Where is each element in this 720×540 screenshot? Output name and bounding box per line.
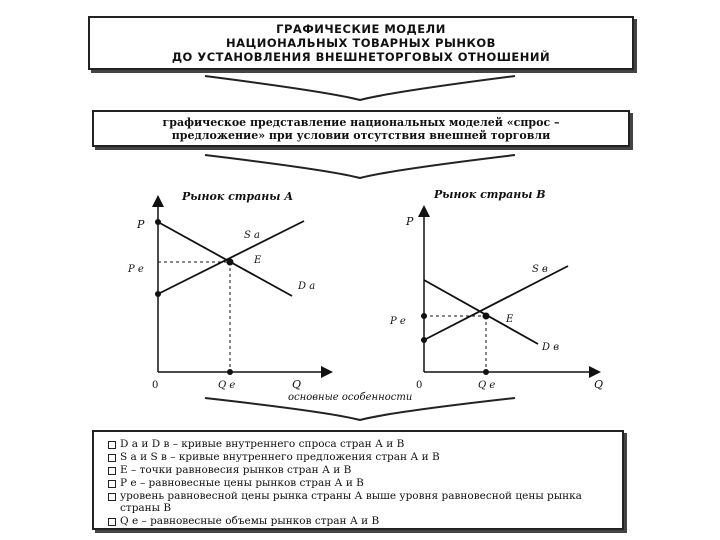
subtitle-line-1: графическое представление национальных моделей «спрос – <box>162 115 560 129</box>
chart-a-p-label: P <box>137 218 145 231</box>
chart-b-equilibrium-point <box>483 313 490 320</box>
chart-b-title: Рынок страны B <box>434 188 546 201</box>
chart-b-pe-point <box>421 313 427 319</box>
legend-item: D a и D в – кривые внутреннего спроса стран А и В <box>94 438 622 450</box>
chart-b-p-label: P <box>406 215 414 228</box>
chart-a-equilibrium-point <box>227 259 234 266</box>
chart-a-supply-intercept <box>155 291 161 297</box>
footer-caption: основные особенности <box>288 392 413 403</box>
subtitle-line-2: предложение» при условии отсутствия внешней торговли <box>171 128 551 142</box>
chart-a-q-label: Q <box>292 378 302 391</box>
chart-a-demand-label: D a <box>298 281 316 292</box>
chart-b-eq-label: E <box>506 314 514 325</box>
chart-a-supply-curve <box>158 221 304 294</box>
chart-b <box>389 188 603 391</box>
chart-a-supply-label: S a <box>244 230 260 241</box>
chart-b-supply-curve <box>424 266 568 340</box>
chevron-arrow-1 <box>205 76 515 100</box>
chart-b-supply-label: S в <box>532 264 548 275</box>
chart-b-supply-intercept <box>421 337 427 343</box>
legend-item: Q e – равновесные объемы рынков стран А и В <box>94 515 622 527</box>
chart-a-demand-intercept <box>155 219 161 225</box>
chart-a-pe-label: P e <box>128 264 144 275</box>
legend-item: E – точки равновесия рынков стран А и В <box>94 464 622 476</box>
chevron-arrow-2 <box>205 155 515 178</box>
legend-item: P e – равновесные цены рынков стран А и В <box>94 477 622 489</box>
legend-item: уровень равновесной цены рынка страны А выше уровня равновесной цены рынка страны В <box>94 490 622 514</box>
chart-a-qe-label: Q e <box>218 380 236 391</box>
title-line-1: ГРАФИЧЕСКИЕ МОДЕЛИ <box>276 22 446 36</box>
chart-b-demand-label: D в <box>542 342 560 353</box>
title-line-2: НАЦИОНАЛЬНЫХ ТОВАРНЫХ РЫНКОВ <box>226 36 496 50</box>
title-line-3: ДО УСТАНОВЛЕНИЯ ВНЕШНЕТОРГОВЫХ ОТНОШЕНИЙ <box>171 50 551 64</box>
chart-a-qe-point <box>227 369 233 375</box>
chart-a <box>127 190 330 391</box>
chart-b-qe-label: Q e <box>478 380 496 391</box>
chart-b-qe-point <box>483 369 489 375</box>
chart-a-origin: 0 <box>152 380 159 391</box>
chart-a-eq-label: E <box>254 255 262 266</box>
chart-b-pe-label: P e <box>390 316 406 327</box>
legend-item: S a и S в – кривые внутреннего предложения стран А и В <box>94 451 622 463</box>
legend-box <box>92 430 624 530</box>
chart-a-title: Рынок страны А <box>182 190 294 203</box>
chart-b-origin: 0 <box>416 380 423 391</box>
chart-b-q-label: Q <box>594 378 604 391</box>
